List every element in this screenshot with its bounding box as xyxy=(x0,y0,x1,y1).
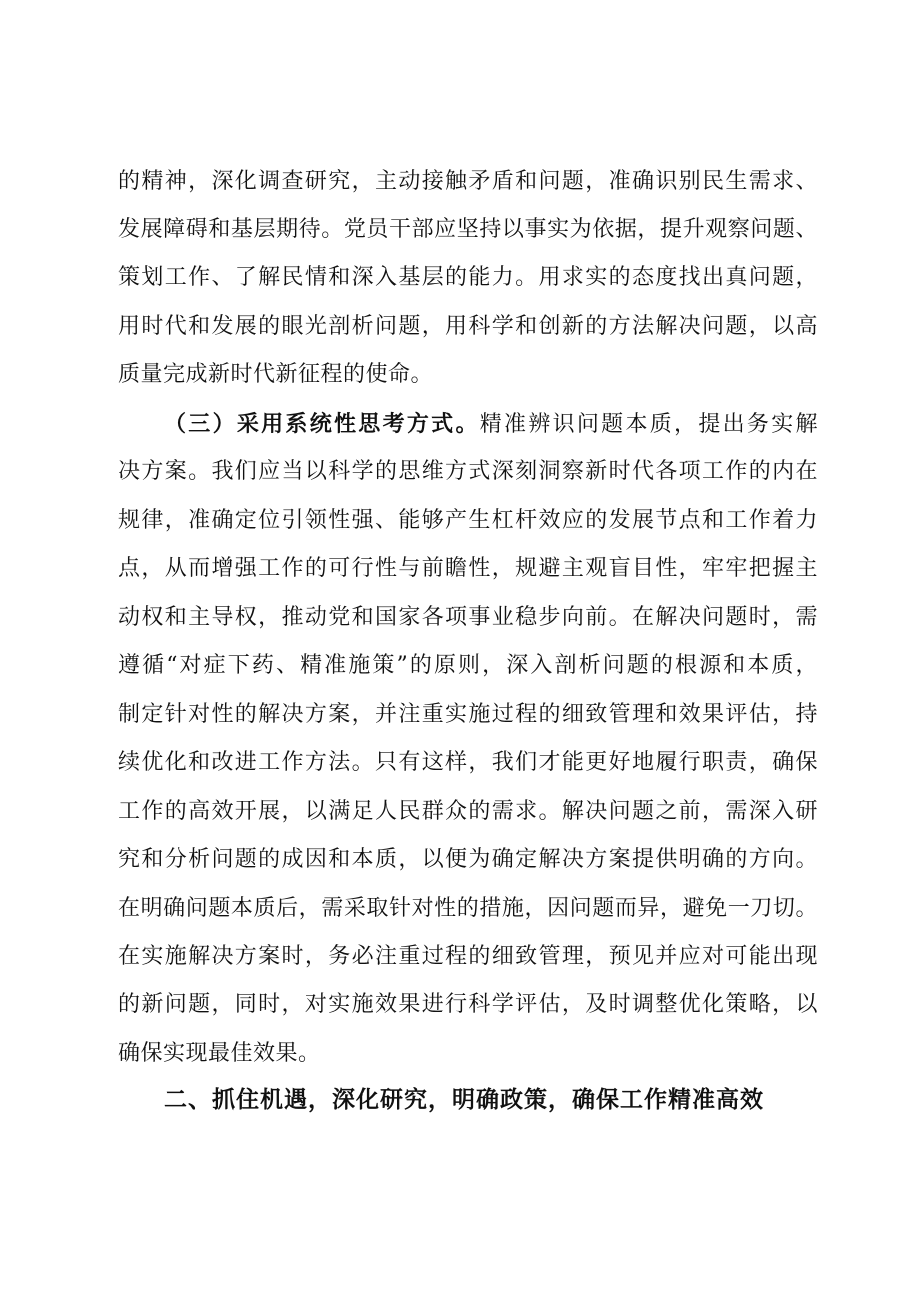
text-line: 规律，准确定位引领性强、能够产生杠杆效应的发展节点和工作着力 xyxy=(118,508,818,533)
text-run: 精准辨识问题本质，提出务实解 xyxy=(479,412,818,437)
text-line: 在实施解决方案时，务必注重过程的细致管理，预见并应对可能出现 xyxy=(118,944,818,969)
text-line: 究和分析问题的成因和本质，以便为确定解决方案提供明确的方向。 xyxy=(118,847,818,872)
section-heading: 二、抓住机遇，深化研究，明确政策，确保工作精准高效 xyxy=(164,1087,764,1113)
text-line: 发展障碍和基层期待。党员干部应坚持以事实为依据，提升观察问题、 xyxy=(118,217,818,242)
section-lead-bold: （三）采用系统性思考方式。 xyxy=(164,411,480,437)
text-line: 动权和主导权，推动党和国家各项事业稳步向前。在解决问题时，需 xyxy=(118,605,818,630)
text-line: 决方案。我们应当以科学的思维方式深刻洞察新时代各项工作的内在 xyxy=(118,459,818,484)
text-line: 的精神，深化调查研究，主动接触矛盾和问题，准确识别民生需求、 xyxy=(118,169,818,194)
text-line: 遵循“对症下药、精准施策”的原则，深入剖析问题的根源和本质， xyxy=(118,653,818,678)
paragraph-first-line xyxy=(164,410,818,439)
text-line: 工作的高效开展，以满足人民群众的需求。解决问题之前，需深入研 xyxy=(118,799,818,824)
text-line: 制定针对性的解决方案，并注重实施过程的细致管理和效果评估，持 xyxy=(118,702,818,727)
text-line: 在明确问题本质后，需采取针对性的措施，因问题而异，避免一刀切。 xyxy=(118,896,818,921)
text-line: 续优化和改进工作方法。只有这样，我们才能更好地履行职责，确保 xyxy=(118,750,818,775)
text-line: 确保实现最佳效果。 xyxy=(118,1041,321,1066)
text-line: 点，从而增强工作的可行性与前瞻性，规避主观盲目性，牢牢把握主 xyxy=(118,556,818,581)
text-line: 的新问题，同时，对实施效果进行科学评估，及时调整优化策略，以 xyxy=(118,992,818,1017)
text-line: 质量完成新时代新征程的使命。 xyxy=(118,362,434,387)
text-line: 用时代和发展的眼光剖析问题，用科学和创新的方法解决问题，以高 xyxy=(118,314,818,339)
text-line: 策划工作、了解民情和深入基层的能力。用求实的态度找出真问题， xyxy=(118,265,818,290)
